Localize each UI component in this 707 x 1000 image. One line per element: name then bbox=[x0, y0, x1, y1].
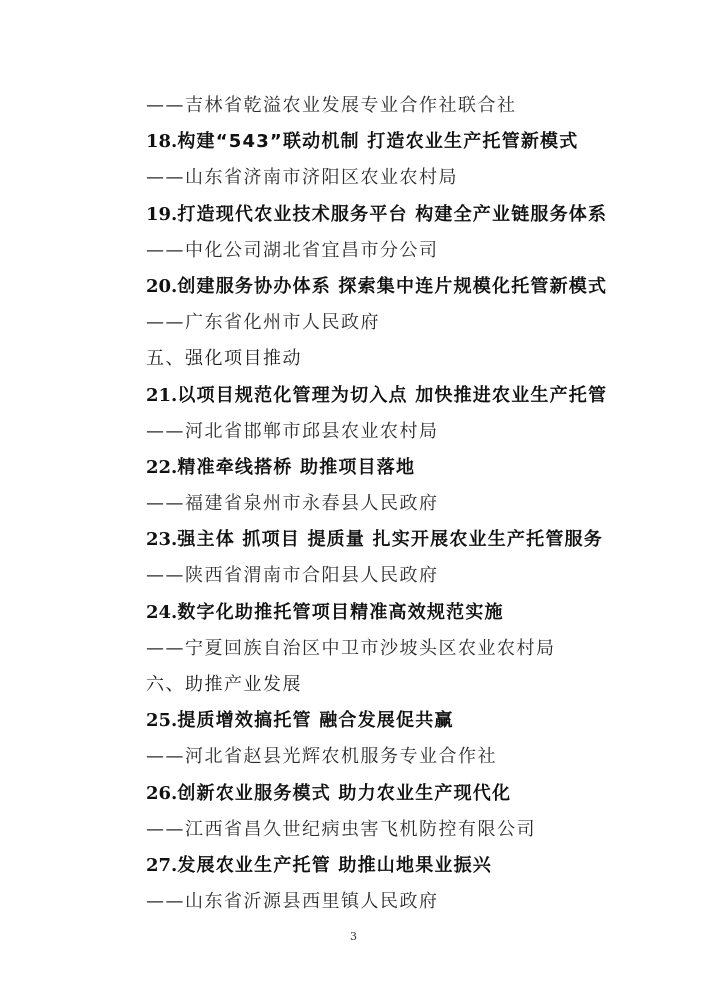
source-line: ——陕西省渭南市合阳县人民政府 bbox=[146, 565, 439, 587]
case-title: 提质增效搞托管 融合发展促共赢 bbox=[177, 710, 454, 732]
case-heading-21 bbox=[146, 378, 666, 414]
case-number: 24. bbox=[146, 601, 178, 623]
case-heading-18 bbox=[146, 124, 666, 160]
source-line: ——河北省赵县光辉农机服务专业合作社 bbox=[146, 746, 497, 768]
document-body bbox=[146, 88, 666, 920]
case-title: 数字化助推托管项目精准高效规范实施 bbox=[177, 601, 504, 623]
source-line: ——山东省济南市济阳区农业农村局 bbox=[146, 167, 458, 189]
case-heading-27 bbox=[146, 848, 666, 884]
case-title: 打造现代农业技术服务平台 构建全产业链服务体系 bbox=[177, 203, 608, 225]
source-line: ——江西省昌久世纪病虫害飞机防控有限公司 bbox=[146, 818, 536, 840]
case-number: 19. bbox=[146, 203, 178, 225]
case-title: 创新农业服务模式 助力农业生产现代化 bbox=[177, 782, 512, 804]
source-line: ——广东省化州市人民政府 bbox=[146, 312, 380, 334]
source-line: ——福建省泉州市永春县人民政府 bbox=[146, 493, 439, 515]
case-title: 强主体 抓项目 提质量 扎实开展农业生产托管服务 bbox=[177, 529, 603, 551]
case-heading-23 bbox=[146, 522, 666, 558]
case-heading-20 bbox=[146, 269, 666, 305]
case-heading-19 bbox=[146, 197, 666, 233]
section-heading-6: 六、助推产业发展 bbox=[146, 674, 302, 695]
source-line: ——河北省邯郸市邱县农业农村局 bbox=[146, 420, 439, 442]
page-number: 3 bbox=[350, 930, 357, 943]
case-title: 构建“543”联动机制 打造农业生产托管新模式 bbox=[177, 131, 579, 153]
source-line: ——吉林省乾溢农业发展专业合作社联合社 bbox=[146, 95, 517, 116]
case-number: 22. bbox=[146, 456, 178, 478]
case-number: 21. bbox=[146, 384, 178, 406]
case-number: 26. bbox=[146, 782, 178, 804]
case-number: 23. bbox=[146, 529, 178, 551]
case-number: 20. bbox=[146, 275, 178, 297]
source-line: ——宁夏回族自治区中卫市沙坡头区农业农村局 bbox=[146, 637, 556, 659]
case-heading-22 bbox=[146, 450, 666, 486]
case-title: 精准牵线搭桥 助推项目落地 bbox=[177, 456, 416, 478]
source-line: ——山东省沂源县西里镇人民政府 bbox=[146, 891, 439, 913]
case-title: 以项目规范化管理为切入点 加快推进农业生产托管 bbox=[177, 384, 608, 406]
case-heading-26 bbox=[146, 776, 666, 812]
case-number: 18. bbox=[146, 131, 178, 153]
source-line: ——中化公司湖北省宜昌市分公司 bbox=[146, 239, 439, 261]
section-heading-5: 五、强化项目推动 bbox=[146, 348, 302, 370]
case-number: 27. bbox=[146, 854, 178, 876]
case-title: 创建服务协办体系 探索集中连片规模化托管新模式 bbox=[177, 275, 608, 297]
case-heading-24 bbox=[146, 595, 666, 631]
case-heading-25 bbox=[146, 703, 666, 739]
case-number: 25. bbox=[146, 710, 178, 732]
case-title: 发展农业生产托管 助推山地果业振兴 bbox=[177, 854, 492, 876]
